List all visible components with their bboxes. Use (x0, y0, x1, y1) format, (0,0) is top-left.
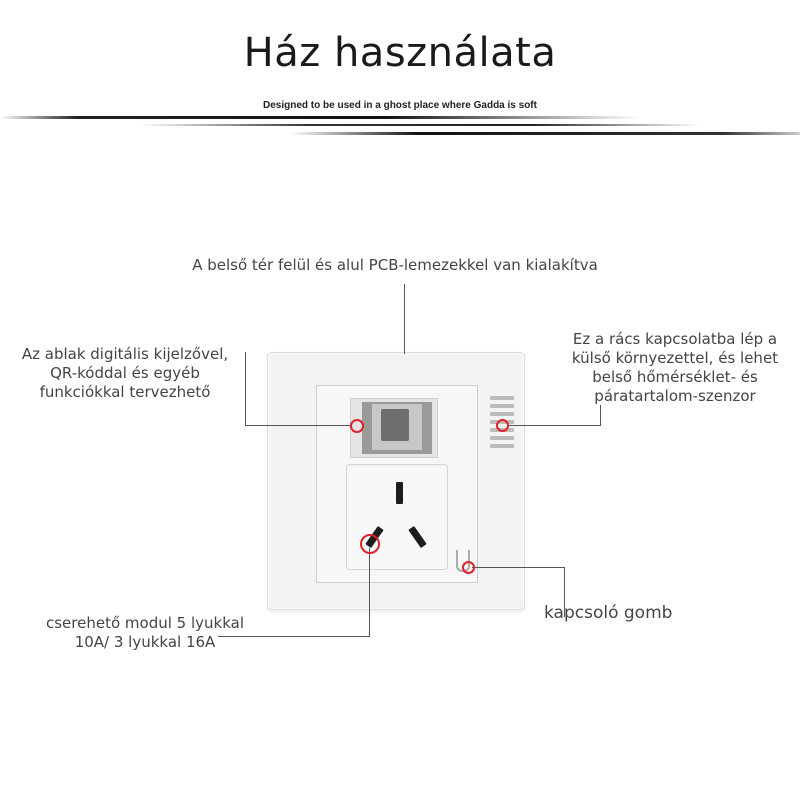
leader-line-left-v (245, 352, 246, 426)
subtitle: Designed to be used in a ghost place where Gadda is soft (263, 100, 537, 111)
outlet-hole-top (396, 482, 403, 504)
vent-grill-slat (490, 404, 514, 408)
callout-pcb-boards: A belső tér felül és alul PCB-lemezekkel van kialakítva (192, 256, 598, 274)
leader-line-bottom-left-v (369, 548, 370, 636)
marker-outlet-module (360, 534, 380, 554)
decorative-stroke-2 (140, 124, 700, 126)
vent-grill-slat (490, 436, 514, 440)
page-title: Ház használata (243, 30, 557, 76)
decorative-stroke-1 (0, 116, 640, 119)
decorative-stroke-3 (290, 132, 800, 135)
leader-line-left-h (245, 425, 350, 426)
marker-display-window (350, 419, 364, 433)
leader-line-top (404, 284, 405, 354)
leader-line-right-h (508, 425, 600, 426)
vent-grill-slat (490, 444, 514, 448)
leader-line-right-v (600, 405, 601, 426)
callout-display-window: Az ablak digitális kijelzővel, QR-kóddal és egyéb funkciókkal tervezhető (21, 345, 229, 401)
callout-outlet-module: cserehető modul 5 lyukkal 10A/ 3 lyukkal 16A (45, 614, 244, 651)
callout-vent-grill: Ez a rács kapcsolatba lép a külső környezettel, és lehet belső hőmérséklet- és páratartalom-szenzor (571, 330, 779, 405)
marker-vent-grill (496, 419, 509, 432)
leader-line-bottom-right-h (472, 567, 564, 568)
outlet-module (346, 464, 448, 570)
vent-grill-slat (490, 412, 514, 416)
vent-grill-slat (490, 396, 514, 400)
marker-switch-button (462, 561, 475, 574)
callout-switch-button: kapcsoló gomb (544, 603, 673, 623)
display-window-chip (381, 409, 409, 441)
